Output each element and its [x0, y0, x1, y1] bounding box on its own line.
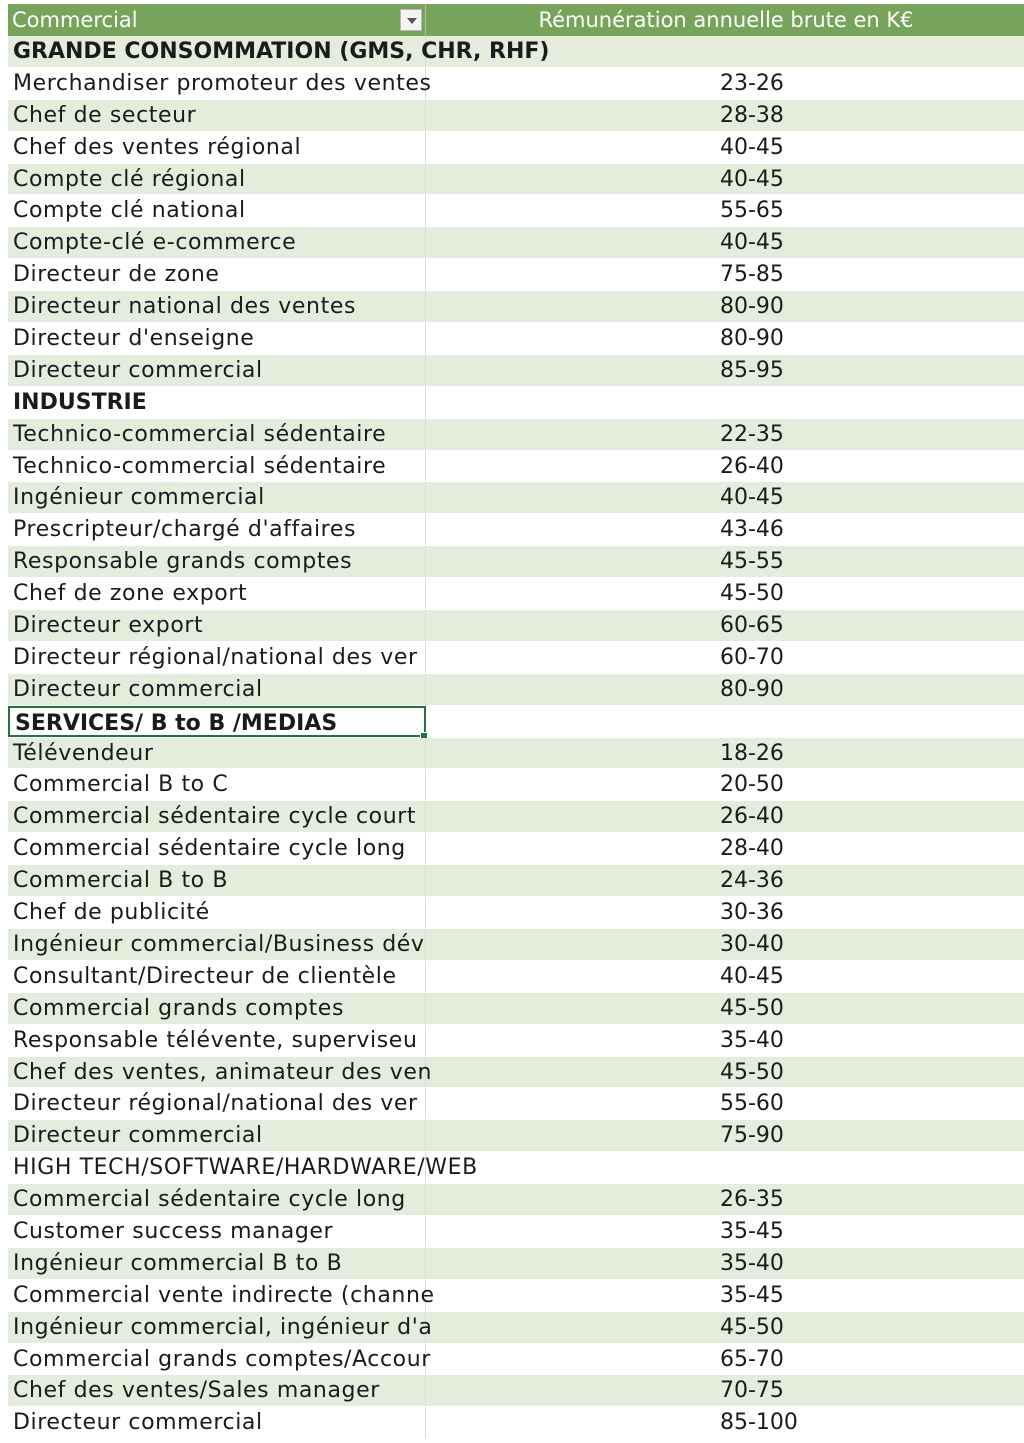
- salary-cell[interactable]: 40-45: [720, 485, 784, 511]
- table-row: [8, 451, 1024, 483]
- table-header-row: [8, 4, 1024, 36]
- salary-cell[interactable]: 26-40: [720, 804, 784, 830]
- role-cell[interactable]: Chef de publicité: [8, 897, 426, 928]
- table-row: [8, 259, 1024, 291]
- section-title-cell[interactable]: HIGH TECH/SOFTWARE/HARDWARE/WEB: [8, 1152, 426, 1183]
- header-salary-label: Rémunération annuelle brute en K€: [538, 8, 914, 32]
- salary-cell[interactable]: 28-40: [720, 836, 784, 862]
- section-row: [8, 706, 1024, 738]
- table-row: [8, 833, 1024, 865]
- salary-cell[interactable]: 40-45: [720, 963, 784, 989]
- table-row: [8, 929, 1024, 961]
- table-row: [8, 1120, 1024, 1152]
- salary-cell[interactable]: 30-40: [720, 931, 784, 957]
- salary-cell[interactable]: 35-45: [720, 1282, 784, 1308]
- salary-cell[interactable]: 22-35: [720, 421, 784, 447]
- table-row: [8, 897, 1024, 929]
- role-cell[interactable]: Responsable télévente, superviseu: [8, 1025, 426, 1056]
- salary-cell[interactable]: 26-40: [720, 453, 784, 479]
- table-row: [8, 355, 1024, 387]
- salary-cell[interactable]: 40-45: [720, 230, 784, 256]
- salary-cell[interactable]: 23-26: [720, 70, 784, 96]
- role-cell[interactable]: Directeur d'enseigne: [8, 323, 426, 354]
- salary-cell[interactable]: [428, 387, 1024, 418]
- role-cell[interactable]: Ingénieur commercial, ingénieur d'a: [8, 1312, 426, 1343]
- table-row: [8, 578, 1024, 610]
- salary-cell[interactable]: 35-45: [720, 1218, 784, 1244]
- table-row: [8, 1184, 1024, 1216]
- table-row: [8, 132, 1024, 164]
- table-row: [8, 610, 1024, 642]
- table-row: [8, 1407, 1024, 1439]
- salary-cell[interactable]: 24-36: [720, 868, 784, 894]
- salary-cell[interactable]: 80-90: [720, 326, 784, 352]
- role-cell[interactable]: Commercial grands comptes/Accour: [8, 1344, 426, 1375]
- table-row: [8, 1344, 1024, 1376]
- table-row: [8, 68, 1024, 100]
- filter-dropdown-icon[interactable]: [400, 9, 422, 31]
- table-body: [8, 36, 1024, 1439]
- role-cell[interactable]: Directeur de zone: [8, 259, 426, 290]
- table-row: [8, 993, 1024, 1025]
- salary-cell[interactable]: 30-36: [720, 900, 784, 926]
- section-row: [8, 1152, 1024, 1184]
- salary-cell[interactable]: 60-65: [720, 613, 784, 639]
- salary-cell[interactable]: 65-70: [720, 1346, 784, 1372]
- salary-cell[interactable]: 18-26: [720, 740, 784, 766]
- salary-cell[interactable]: 40-45: [720, 166, 784, 192]
- salary-cell[interactable]: 75-85: [720, 262, 784, 288]
- section-title-cell[interactable]: SERVICES/ B to B /MEDIAS: [8, 706, 426, 737]
- salary-cell[interactable]: 60-70: [720, 644, 784, 670]
- role-cell[interactable]: Chef de zone export: [8, 578, 426, 609]
- table-row: [8, 674, 1024, 706]
- section-row: [8, 36, 1024, 68]
- table-row: [8, 1025, 1024, 1057]
- table-row: [8, 1248, 1024, 1280]
- table-row: [8, 291, 1024, 323]
- salary-cell[interactable]: 45-50: [720, 995, 784, 1021]
- role-cell[interactable]: Directeur commercial: [8, 674, 426, 705]
- role-cell[interactable]: Commercial sédentaire cycle long: [8, 833, 426, 864]
- role-cell[interactable]: Chef des ventes/Sales manager: [8, 1375, 426, 1406]
- role-cell[interactable]: Consultant/Directeur de clientèle: [8, 961, 426, 992]
- role-cell[interactable]: Commercial vente indirecte (channe: [8, 1280, 426, 1311]
- role-cell[interactable]: Chef des ventes, animateur des ven: [8, 1057, 426, 1088]
- table-row: [8, 1057, 1024, 1089]
- salary-cell[interactable]: [428, 1152, 1024, 1183]
- salary-cell[interactable]: 28-38: [720, 102, 784, 128]
- role-cell[interactable]: Chef de secteur: [8, 100, 426, 131]
- salary-cell[interactable]: 45-55: [720, 549, 784, 575]
- salary-cell[interactable]: 45-50: [720, 1059, 784, 1085]
- table-row: [8, 482, 1024, 514]
- table-row: [8, 546, 1024, 578]
- role-cell[interactable]: Directeur national des ventes: [8, 291, 426, 322]
- table-row: [8, 961, 1024, 993]
- salary-cell[interactable]: 70-75: [720, 1378, 784, 1404]
- header-cell-role[interactable]: [8, 4, 426, 36]
- role-cell[interactable]: Commercial B to B: [8, 865, 426, 896]
- role-cell[interactable]: Technico-commercial sédentaire: [8, 451, 426, 482]
- salary-cell[interactable]: 55-60: [720, 1091, 784, 1117]
- table-row: [8, 164, 1024, 196]
- role-cell[interactable]: Technico-commercial sédentaire: [8, 419, 426, 450]
- salary-cell[interactable]: 45-50: [720, 1314, 784, 1340]
- table-row: [8, 227, 1024, 259]
- salary-cell[interactable]: 35-40: [720, 1250, 784, 1276]
- role-cell[interactable]: Commercial grands comptes: [8, 993, 426, 1024]
- salary-cell[interactable]: 43-46: [720, 517, 784, 543]
- salary-cell[interactable]: 55-65: [720, 198, 784, 224]
- salary-cell[interactable]: 45-50: [720, 581, 784, 607]
- salary-cell[interactable]: 85-95: [720, 357, 784, 383]
- table-row: [8, 1280, 1024, 1312]
- role-cell[interactable]: Merchandiser promoteur des ventes: [8, 68, 426, 99]
- table-row: [8, 323, 1024, 355]
- salary-cell[interactable]: 75-90: [720, 1123, 784, 1149]
- table-row: [8, 801, 1024, 833]
- role-cell[interactable]: Directeur export: [8, 610, 426, 641]
- role-cell[interactable]: Directeur régional/national des ver: [8, 1088, 426, 1119]
- salary-cell[interactable]: 80-90: [720, 294, 784, 320]
- table-row: [8, 1088, 1024, 1120]
- table-row: [8, 195, 1024, 227]
- row-header-edge: [0, 0, 8, 1443]
- role-cell[interactable]: Responsable grands comptes: [8, 546, 426, 577]
- header-cell-salary[interactable]: [428, 4, 1024, 36]
- role-cell[interactable]: Ingénieur commercial/Business dév: [8, 929, 426, 960]
- table-row: [8, 100, 1024, 132]
- table-row: [8, 865, 1024, 897]
- role-cell[interactable]: Ingénieur commercial B to B: [8, 1248, 426, 1279]
- role-cell[interactable]: Ingénieur commercial: [8, 482, 426, 513]
- role-cell[interactable]: Customer success manager: [8, 1216, 426, 1247]
- table-row: [8, 738, 1024, 770]
- section-row: [8, 387, 1024, 419]
- role-cell[interactable]: Commercial sédentaire cycle long: [8, 1184, 426, 1215]
- role-cell[interactable]: Compte-clé e-commerce: [8, 227, 426, 258]
- role-cell[interactable]: Directeur commercial: [8, 355, 426, 386]
- salary-cell[interactable]: 35-40: [720, 1027, 784, 1053]
- table-row: [8, 419, 1024, 451]
- role-cell[interactable]: Compte clé national: [8, 195, 426, 226]
- table-row: [8, 514, 1024, 546]
- table-row: [8, 769, 1024, 801]
- section-title-cell[interactable]: GRANDE CONSOMMATION (GMS, CHR, RHF): [8, 36, 426, 67]
- salary-cell[interactable]: 20-50: [720, 772, 784, 798]
- table-row: [8, 642, 1024, 674]
- salary-cell[interactable]: 80-90: [720, 676, 784, 702]
- table-row: [8, 1375, 1024, 1407]
- salary-cell[interactable]: [428, 36, 1024, 67]
- role-cell[interactable]: Directeur commercial: [8, 1407, 426, 1438]
- header-role-label: Commercial: [12, 8, 138, 32]
- role-cell[interactable]: Télévendeur: [8, 738, 426, 769]
- salary-cell[interactable]: 26-35: [720, 1187, 784, 1213]
- role-cell[interactable]: Chef des ventes régional: [8, 132, 426, 163]
- salary-cell[interactable]: 40-45: [720, 134, 784, 160]
- role-cell[interactable]: Commercial sédentaire cycle court: [8, 801, 426, 832]
- salary-cell[interactable]: 85-100: [720, 1410, 798, 1436]
- table-row: [8, 1312, 1024, 1344]
- table-row: [8, 1216, 1024, 1248]
- role-cell[interactable]: Directeur régional/national des ver: [8, 642, 426, 673]
- role-cell[interactable]: Commercial B to C: [8, 769, 426, 800]
- section-title-cell[interactable]: INDUSTRIE: [8, 387, 426, 418]
- role-cell[interactable]: Directeur commercial: [8, 1120, 426, 1151]
- salary-cell[interactable]: [428, 706, 1024, 737]
- role-cell[interactable]: Prescripteur/chargé d'affaires: [8, 514, 426, 545]
- role-cell[interactable]: Compte clé régional: [8, 164, 426, 195]
